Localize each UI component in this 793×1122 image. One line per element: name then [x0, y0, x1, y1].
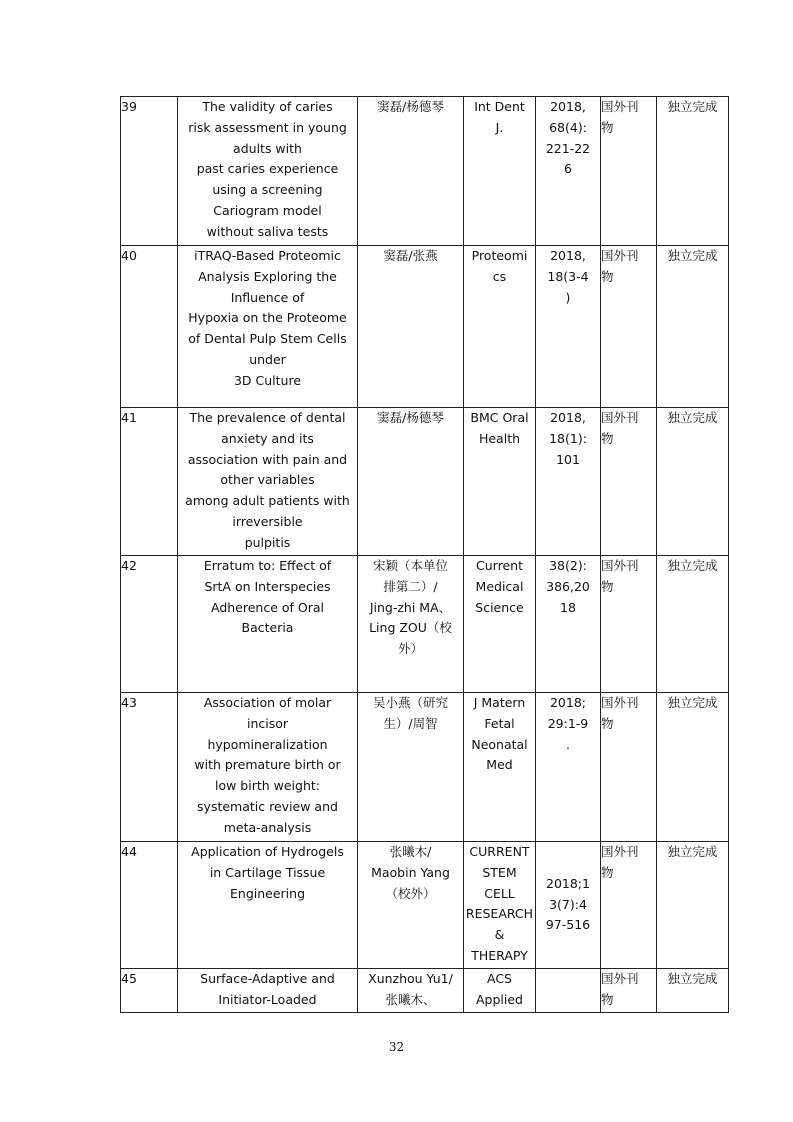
table-row [121, 693, 729, 842]
completion-status: 独立完成 [657, 969, 729, 1013]
completion-status: 独立完成 [657, 693, 729, 842]
publication-date: 2018, 68(4): 221-22 6 [536, 97, 601, 246]
journal-type: 国外刊 物 [601, 97, 657, 246]
paper-title: Application of Hydrogels in Cartilage Tissue Engineering [178, 842, 358, 969]
table-row [121, 969, 729, 1013]
authors: 宋颖（本单位 排第二）/ Jing-zhi MA、 Ling ZOU（校 外） [358, 556, 464, 693]
publication-table [120, 96, 729, 1013]
paper-title: Erratum to: Effect of SrtA on Interspecies Adherence of Oral Bacteria [178, 556, 358, 693]
row-number: 40 [121, 246, 178, 408]
publication-date: 38(2): 386,20 18 [536, 556, 601, 693]
paper-title: iTRAQ-Based Proteomic Analysis Exploring the Influence of Hypoxia on the Proteome of Dental Pulp Stem Cells under 3D Culture [178, 246, 358, 408]
journal: ACS Applied [464, 969, 536, 1013]
publication-date: 2018; 29:1-9 . [536, 693, 601, 842]
table-row [121, 842, 729, 969]
journal-type: 国外刊 物 [601, 842, 657, 969]
row-number: 41 [121, 408, 178, 556]
paper-title: The prevalence of dental anxiety and its association with pain and other variables among adult patients with irreversible pulpitis [178, 408, 358, 556]
table-row [121, 408, 729, 556]
publication-date: 2018, 18(3-4 ) [536, 246, 601, 408]
journal-type: 国外刊 物 [601, 408, 657, 556]
authors: Xunzhou Yu1/ 张曦木、 [358, 969, 464, 1013]
authors: 吴小燕（研究 生）/周智 [358, 693, 464, 842]
journal: CURRENT STEM CELL RESEARCH & THERAPY [464, 842, 536, 969]
completion-status: 独立完成 [657, 97, 729, 246]
row-number: 45 [121, 969, 178, 1013]
journal: Current Medical Science [464, 556, 536, 693]
row-number: 43 [121, 693, 178, 842]
authors: 窦磊/杨德琴 [358, 97, 464, 246]
row-number: 44 [121, 842, 178, 969]
completion-status: 独立完成 [657, 408, 729, 556]
journal: BMC Oral Health [464, 408, 536, 556]
row-number: 39 [121, 97, 178, 246]
journal: Int Dent J. [464, 97, 536, 246]
journal-type: 国外刊 物 [601, 969, 657, 1013]
authors: 张曦木/ Maobin Yang （校外） [358, 842, 464, 969]
journal-type: 国外刊 物 [601, 693, 657, 842]
table-row [121, 97, 729, 246]
publication-date: 2018;1 3(7):4 97-516 [536, 842, 601, 969]
paper-title: The validity of caries risk assessment in young adults with past caries experience using a screening Cariogram model without saliva tests [178, 97, 358, 246]
authors: 窦磊/杨德琴 [358, 408, 464, 556]
table-row [121, 246, 729, 408]
page-number: 32 [388, 1040, 405, 1054]
paper-title: Association of molar incisor hypomineralization with premature birth or low birth weight: systematic review and meta-analysis [178, 693, 358, 842]
paper-title: Surface-Adaptive and Initiator-Loaded [178, 969, 358, 1013]
row-number: 42 [121, 556, 178, 693]
journal: J Matern Fetal Neonatal Med [464, 693, 536, 842]
table-row [121, 556, 729, 693]
authors: 窦磊/张燕 [358, 246, 464, 408]
completion-status: 独立完成 [657, 556, 729, 693]
completion-status: 独立完成 [657, 246, 729, 408]
journal-type: 国外刊 物 [601, 556, 657, 693]
publication-date [536, 969, 601, 1013]
journal: Proteomi cs [464, 246, 536, 408]
publication-date: 2018, 18(1): 101 [536, 408, 601, 556]
journal-type: 国外刊 物 [601, 246, 657, 408]
completion-status: 独立完成 [657, 842, 729, 969]
